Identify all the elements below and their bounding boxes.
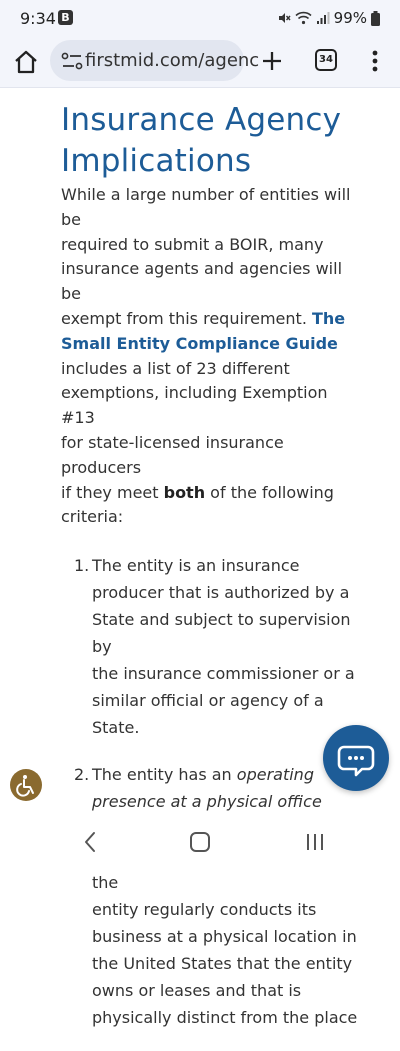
signal-icon (316, 11, 330, 25)
battery-percent: 99% (333, 9, 367, 27)
criteria-list (61, 552, 361, 1031)
intro-paragraph: While a large number of entities will be required to submit a BOIR, many insurance agents and agencies will be exempt from this requirement. The Small Entity Compliance Guide includes a list of 23 different exemptions, including Exemption #13 for state-licensed insurance producers if they meet both of the following criteria: (61, 185, 351, 527)
list-item: 2. The entity has an operating presence at a physical office the entity regularly conducts its business at a physical location in the United States that the entity owns or leases and that is physically distinct from the place (61, 761, 361, 1031)
chat-bubble-icon (323, 725, 389, 791)
home-nav-icon[interactable] (190, 832, 210, 852)
page-title: Insurance Agency Implications (61, 102, 342, 179)
wifi-icon (295, 11, 312, 25)
accessibility-button[interactable] (10, 769, 42, 801)
more-options-icon[interactable] (365, 47, 385, 75)
browser-toolbar (0, 36, 400, 88)
chat-button[interactable] (323, 725, 389, 791)
back-icon[interactable] (82, 831, 98, 853)
tab-switcher-button[interactable]: 34 (315, 49, 337, 71)
list-number: 1. (74, 556, 90, 576)
list-item: 1. The entity is an insurance producer that is authorized by a State and subject to supervision by the insurance commissioner or a similar official or agency of a State. (61, 552, 361, 741)
b-badge-icon: B (58, 10, 73, 25)
status-indicators (277, 9, 380, 27)
emphasis-both: both (163, 482, 206, 502)
url-text[interactable]: firstmid.com/agenc (85, 50, 260, 71)
status-time: 9:34 (20, 9, 56, 28)
system-nav-bar (0, 818, 400, 866)
battery-icon (371, 11, 380, 26)
home-icon[interactable] (12, 48, 40, 76)
site-settings-icon[interactable] (61, 52, 83, 70)
wheelchair-icon (10, 769, 42, 801)
new-tab-icon[interactable] (258, 47, 286, 75)
article-content (61, 100, 361, 1051)
status-bar (0, 0, 400, 36)
recent-apps-icon[interactable] (305, 832, 325, 852)
address-bar[interactable] (50, 40, 260, 81)
compliance-guide-link[interactable]: The Small Entity Compliance Guide (61, 308, 346, 353)
list-number: 2. (74, 765, 90, 785)
mute-icon (277, 11, 291, 25)
